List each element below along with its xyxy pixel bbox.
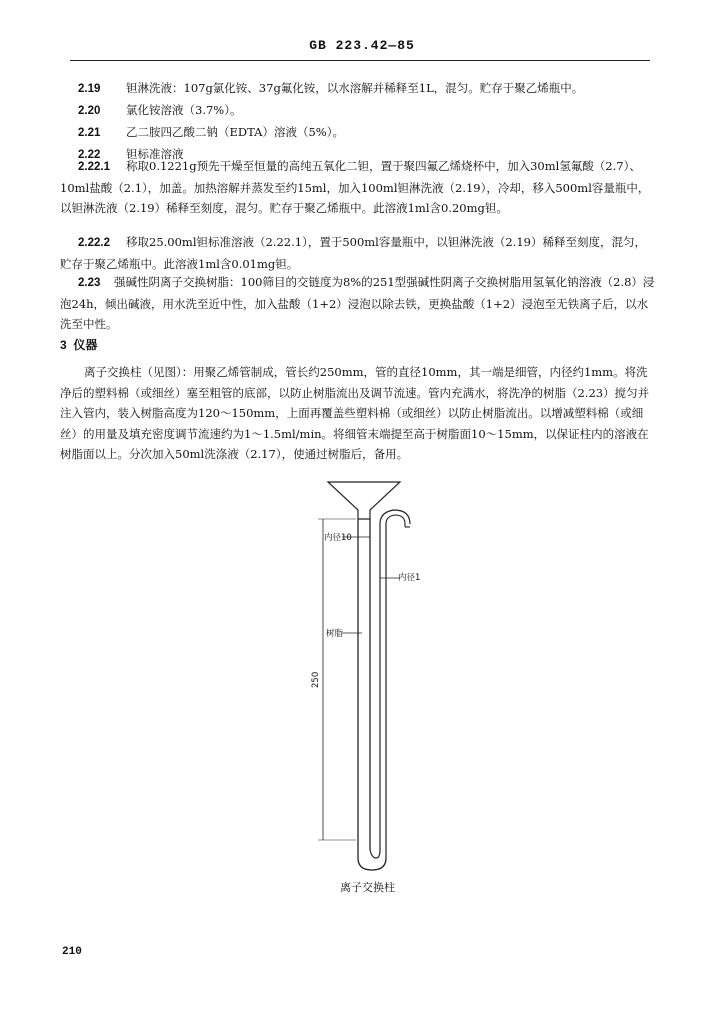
standard-header: GB 223.42—85 bbox=[309, 38, 415, 53]
section-title: 仪器 bbox=[73, 338, 98, 352]
u-bend-inner bbox=[370, 850, 380, 858]
page-number: 210 bbox=[62, 946, 82, 958]
hook-inner bbox=[380, 510, 410, 524]
item-number: 2.23 bbox=[78, 277, 101, 289]
item-number: 2.22.1 bbox=[78, 161, 110, 173]
item-text: 称取0.1221g预先干燥至恒量的高纯五氧化二钽，置于聚四氟乙烯烧杯中，加入30ml氢氟酸（2.7）、10ml盐酸（2.1），加盖。加热溶解并蒸发至约15ml，加入100ml钽淋洗液（2.19），冷却，移入500ml容量瓶中，以钽淋洗液（2.19）稀释至刻度，混匀。贮存于聚乙烯瓶中。此溶液1ml含0.20mg钽。 bbox=[60, 159, 650, 215]
u-bend-outer bbox=[358, 858, 386, 870]
item-number: 2.20 bbox=[78, 105, 101, 117]
item-text: 强碱性阴离子交换树脂：100筛目的交链度为8%的251型强碱性阴离子交换树脂用氢氧化钠溶液（2.8）浸泡24h，倾出碱液，用水洗至近中性，加入盐酸（1+2）浸泡以除去铁，更换盐酸（1+2）浸泡至无铁离子后，以水洗至中性。 bbox=[60, 275, 655, 331]
hook-outer bbox=[386, 515, 405, 527]
resin-label: 树脂 bbox=[326, 629, 344, 639]
item-text: 移取25.00ml钽标准溶液（2.22.1），置于500ml容量瓶中，以钽淋洗液（2.19）稀释至刻度，混匀，贮存于聚乙烯瓶中。此溶液1ml含0.01mg钽。 bbox=[60, 235, 646, 271]
item-text: 钽标准溶液 bbox=[126, 147, 184, 161]
item-number: 2.19 bbox=[78, 83, 101, 95]
section-number: 3 bbox=[60, 338, 67, 352]
item-text: 钽淋洗液：107g氯化铵、37g氟化铵，以水溶解并稀释至1L，混匀。贮存于聚乙烯瓶中。 bbox=[126, 81, 584, 95]
item-text: 氯化铵溶液（3.7%）。 bbox=[126, 103, 242, 117]
funnel-shape bbox=[328, 482, 400, 519]
inner-diameter-10-label: 内径10 bbox=[324, 533, 352, 543]
figure-caption: 离子交换柱 bbox=[340, 881, 395, 894]
item-number: 2.22.2 bbox=[78, 237, 110, 249]
item-number: 2.22 bbox=[78, 149, 101, 161]
inner-diameter-1-label: 内径1 bbox=[398, 573, 421, 583]
length-label: 250 bbox=[311, 671, 321, 688]
item-number: 2.21 bbox=[78, 127, 101, 139]
instrument-description: 离子交换柱（见图）：用聚乙烯管制成，管长约250mm，管的直径10mm，其一端是细管，内径约1mm。将洗净后的塑料棉（或细丝）塞至粗管的底部，以防止树脂流出及调节流速。管内充满水，将洗净的树脂（2.23）搅匀并注入管内，装入树脂高度为120～150mm，上面再覆盖些塑料棉（或细丝）以防止树脂流出。以增减塑料棉（或细丝）的用量及填充密度调节流速约为1～1.5ml/min。将细管末端提至高于树脂面10～15mm，以保证柱内的溶液在树脂面以上。分次加入50ml洗涤液（2.17），使通过树脂后，备用。 bbox=[60, 365, 650, 461]
item-text: 乙二胺四乙酸二钠（EDTA）溶液（5%）。 bbox=[126, 125, 344, 139]
